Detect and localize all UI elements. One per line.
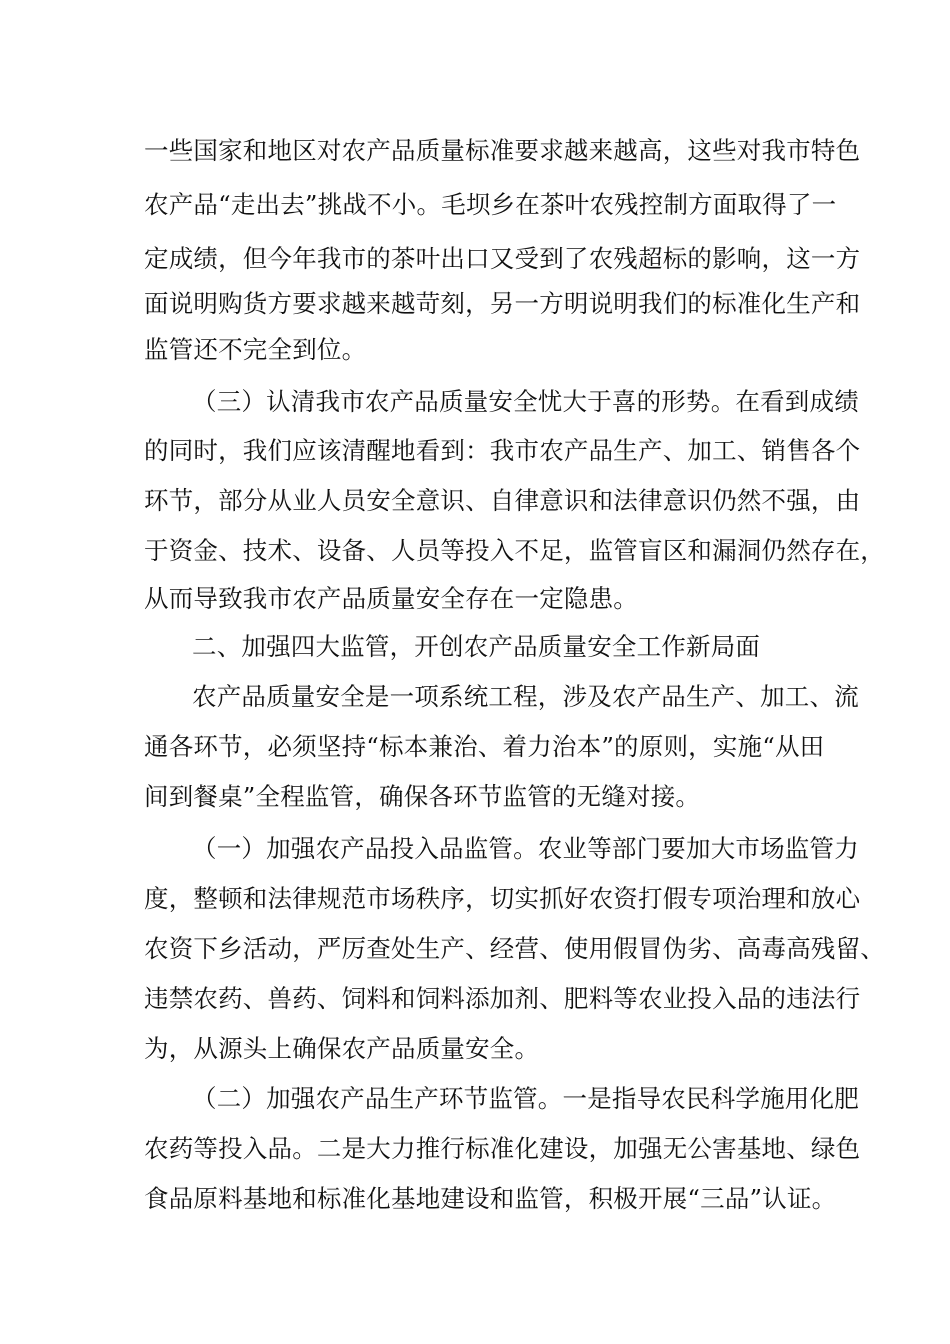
text-line: （一）加强农产品投入品监管。农业等部门要加大市场监管力	[192, 834, 859, 863]
text-line: 农产品质量安全是一项系统工程，涉及农产品生产、加工、流	[192, 682, 859, 711]
text-line: 农药等投入品。二是大力推行标准化建设，加强无公害基地、绿色	[144, 1134, 861, 1163]
text-line: 农产品“走出去”挑战不小。毛坝乡在茶叶农残控制方面取得了一	[144, 190, 837, 219]
text-line: 为，从源头上确保农产品质量安全。	[144, 1034, 540, 1063]
text-line: 间到餐桌”全程监管，确保各环节监管的无缝对接。	[144, 782, 701, 811]
text-line: 从而导致我市农产品质量安全存在一定隐患。	[144, 584, 638, 613]
text-line: 农资下乡活动，严厉查处生产、经营、使用假冒伪劣、高毒高残留、	[144, 934, 885, 963]
section-heading: 二、加强四大监管，开创农产品质量安全工作新局面	[192, 632, 761, 661]
text-line: 面说明购货方要求越来越苛刻，另一方明说明我们的标准化生产和	[144, 289, 861, 318]
text-line: （三）认清我市农产品质量安全忧大于喜的形势。在看到成绩	[192, 387, 859, 416]
text-line: 度，整顿和法律规范市场秩序，切实抓好农资打假专项治理和放心	[144, 884, 861, 913]
text-line: 食品原料基地和标准化基地建设和监管，积极开展“三品”认证。	[144, 1184, 837, 1213]
text-line: 于资金、技术、设备、人员等投入不足，监管盲区和漏洞仍然存在，	[144, 536, 885, 565]
text-line: 定成绩，但今年我市的茶叶出口又受到了农残超标的影响，这一方	[144, 244, 861, 273]
text-line: 违禁农药、兽药、饲料和饲料添加剂、肥料等农业投入品的违法行	[144, 984, 861, 1013]
text-line: 的同时，我们应该清醒地看到：我市农产品生产、加工、销售各个	[144, 436, 861, 465]
text-line: 监管还不完全到位。	[144, 335, 367, 364]
text-line: 环节，部分从业人员安全意识、自律意识和法律意识仍然不强，由	[144, 486, 861, 515]
text-line: 一些国家和地区对农产品质量标准要求越来越高，这些对我市特色	[144, 136, 861, 165]
text-line: （二）加强农产品生产环节监管。一是指导农民科学施用化肥	[192, 1084, 859, 1113]
text-line: 通各环节，必须坚持“标本兼治、着力治本”的原则，实施“从田	[144, 732, 825, 761]
